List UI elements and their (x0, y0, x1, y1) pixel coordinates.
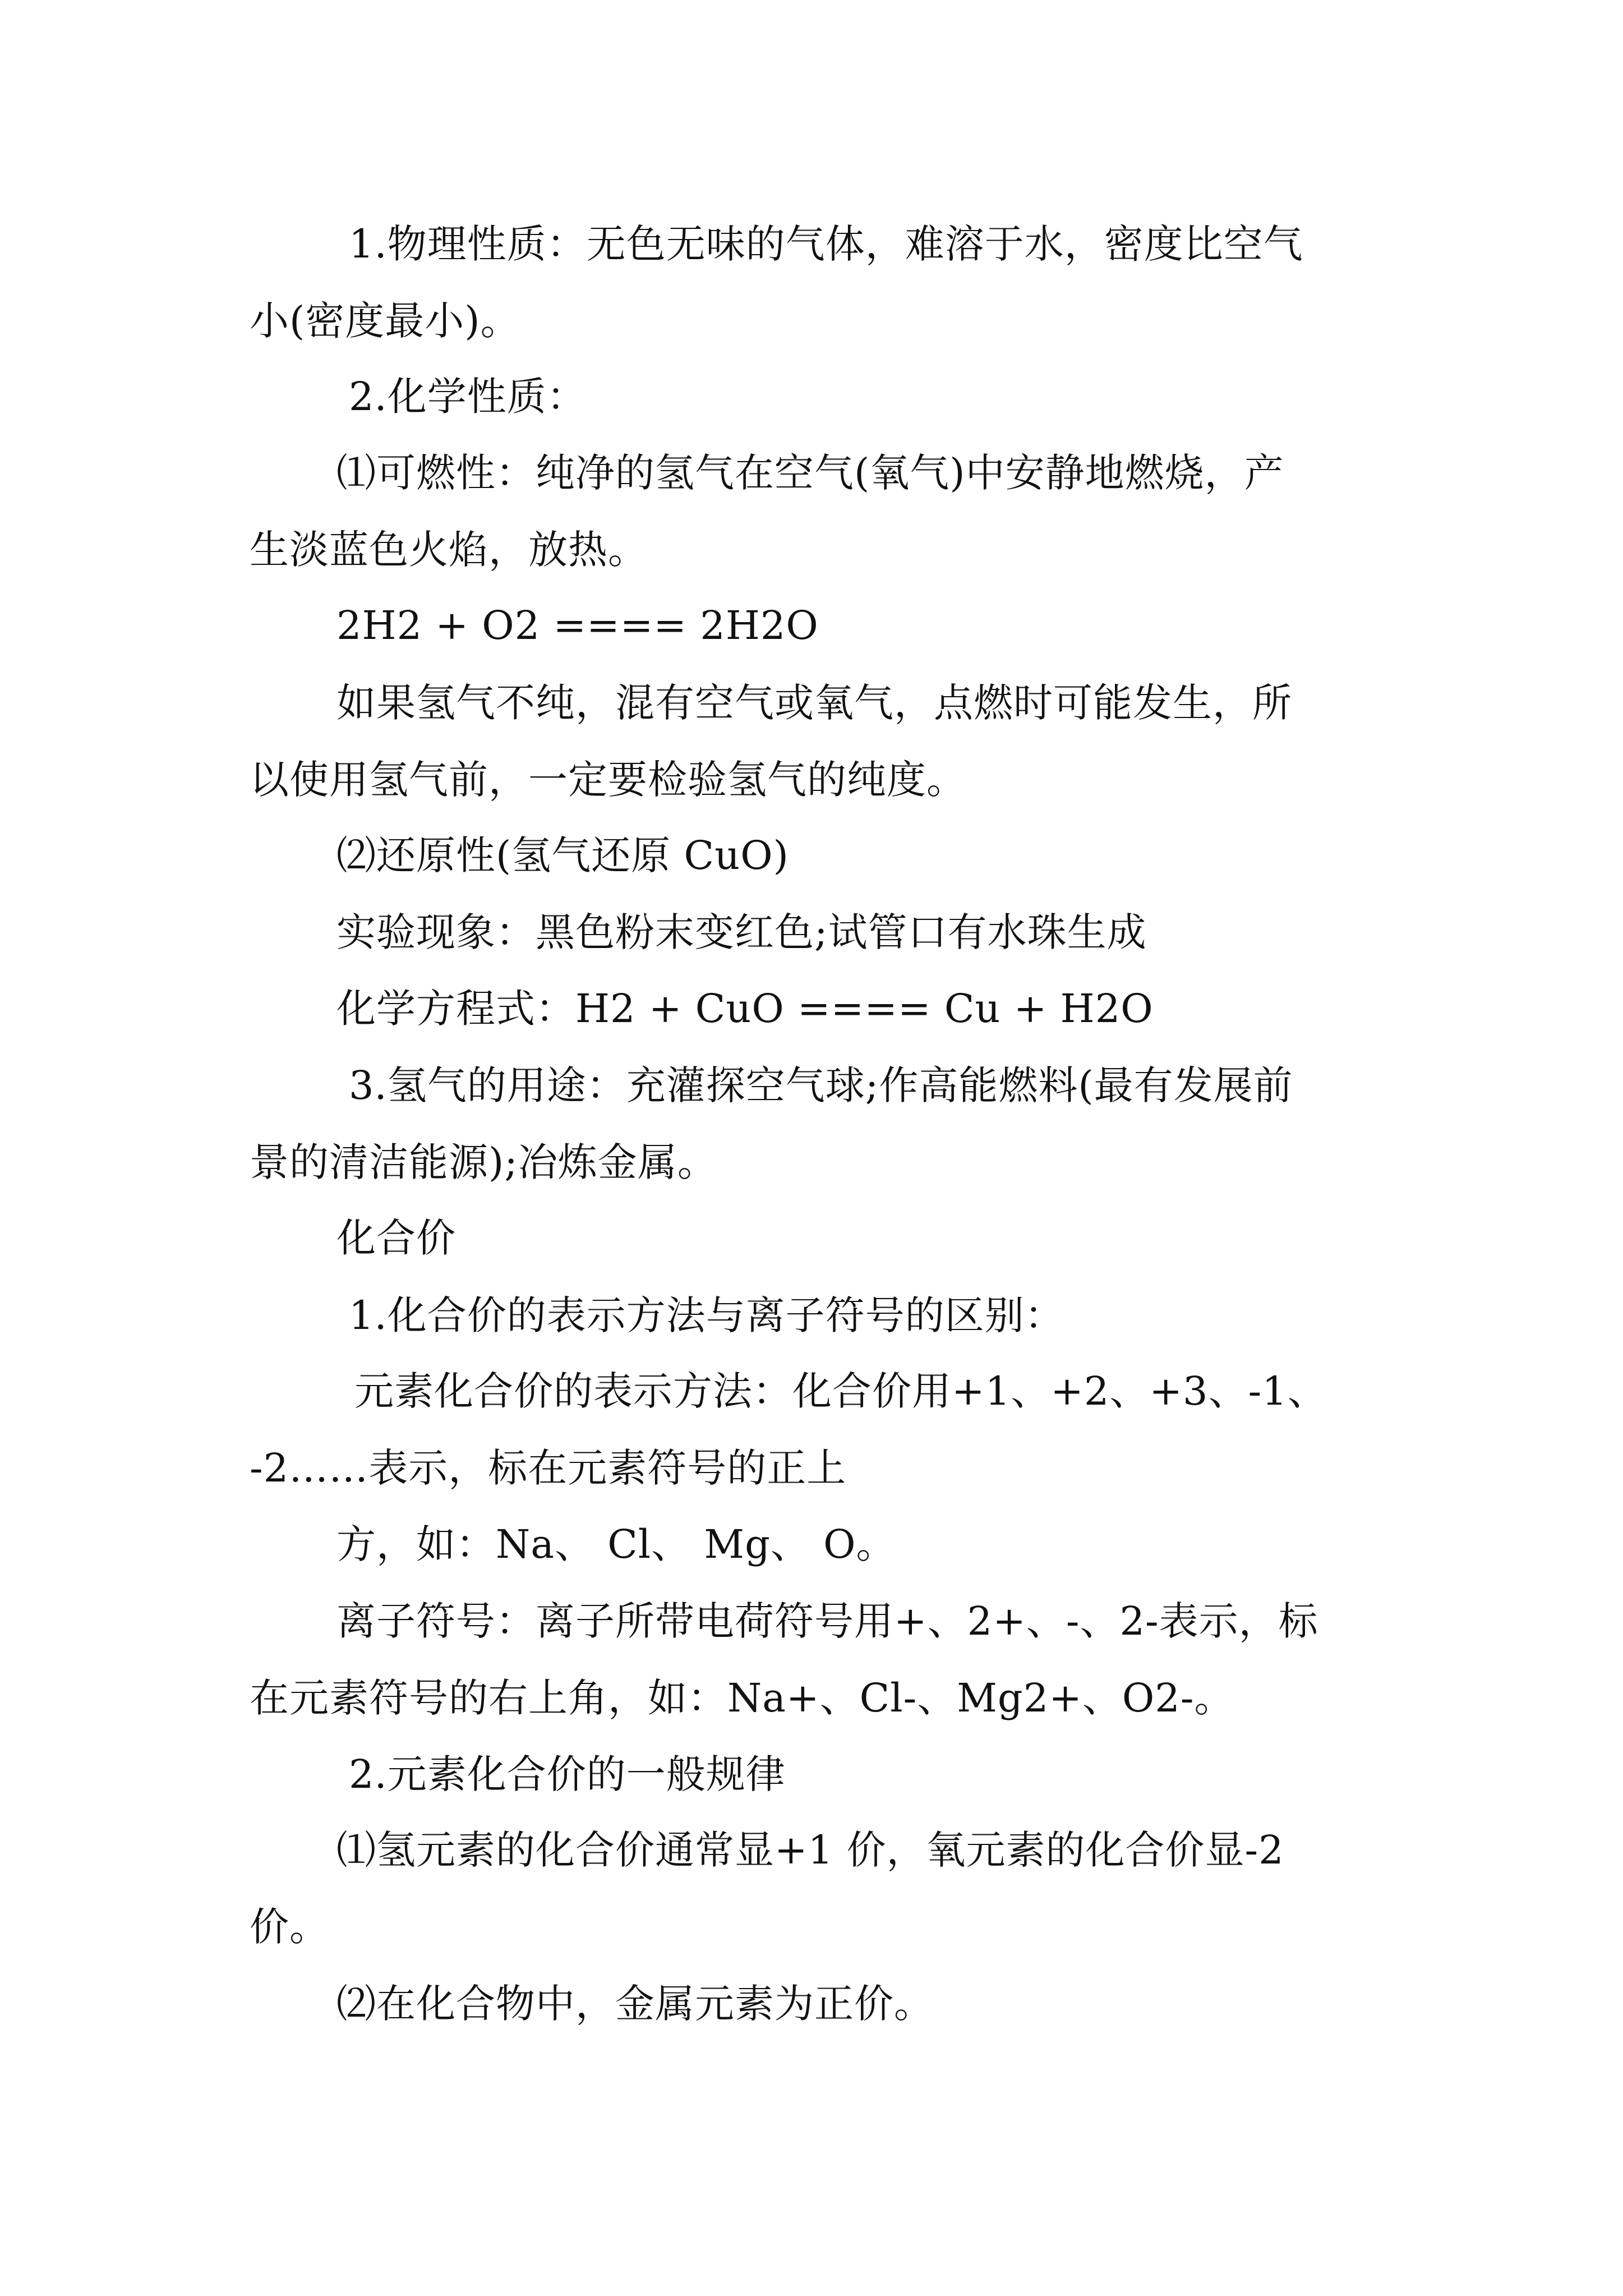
paragraph-line: 2H2 + O2 ==== 2H2O (336, 602, 819, 648)
paragraph-line: 景的清洁能源);冶炼金属。 (250, 1139, 717, 1185)
paragraph-line: 元素化合价的表示方法：化合价用+1、+2、+3、-1、 (354, 1368, 1327, 1414)
paragraph-line: 化学方程式：H2 + CuO ==== Cu + H2O (336, 986, 1154, 1032)
paragraph-line: 如果氢气不纯，混有空气或氧气，点燃时可能发生，所 (336, 680, 1292, 726)
paragraph-line: 生淡蓝色火焰，放热。 (250, 527, 648, 573)
paragraph-line: 以使用氢气前，一定要检验氢气的纯度。 (250, 757, 966, 803)
paragraph-line: 2.元素化合价的一般规律 (349, 1751, 786, 1797)
paragraph-line: 1.物理性质：无色无味的气体，难溶于水，密度比空气 (349, 221, 1303, 267)
paragraph-line: 方，如：Na、 Cl、 Mg、 O。 (336, 1521, 896, 1567)
paragraph-line: 2.化学性质： (349, 374, 587, 420)
paragraph-line: 3.氢气的用途：充灌探空气球;作高能燃料(最有发展前 (349, 1062, 1293, 1108)
paragraph-line: ⑵还原性(氢气还原 CuO) (336, 832, 789, 878)
paragraph-line: -2……表示，标在元素符号的正上 (250, 1445, 847, 1491)
paragraph-line: 1.化合价的表示方法与离子符号的区别： (349, 1292, 1064, 1338)
paragraph-line: 价。 (250, 1904, 329, 1950)
paragraph-line: 小(密度最小)。 (250, 298, 520, 344)
paragraph-line: 化合价 (336, 1215, 456, 1261)
paragraph-line: ⑴可燃性：纯净的氢气在空气(氧气)中安静地燃烧，产 (336, 450, 1284, 496)
paragraph-line: 在元素符号的右上角，如：Na+、Cl-、Mg2+、O2-。 (250, 1675, 1234, 1721)
paragraph-line: 离子符号：离子所带电荷符号用+、2+、-、2-表示，标 (336, 1598, 1318, 1644)
paragraph-line: ⑴氢元素的化合价通常显+1 价，氧元素的化合价显-2 (336, 1827, 1284, 1873)
paragraph-line: ⑵在化合物中，金属元素为正价。 (336, 1981, 934, 2027)
paragraph-line: 实验现象：黑色粉末变红色;试管口有水珠生成 (336, 909, 1147, 955)
